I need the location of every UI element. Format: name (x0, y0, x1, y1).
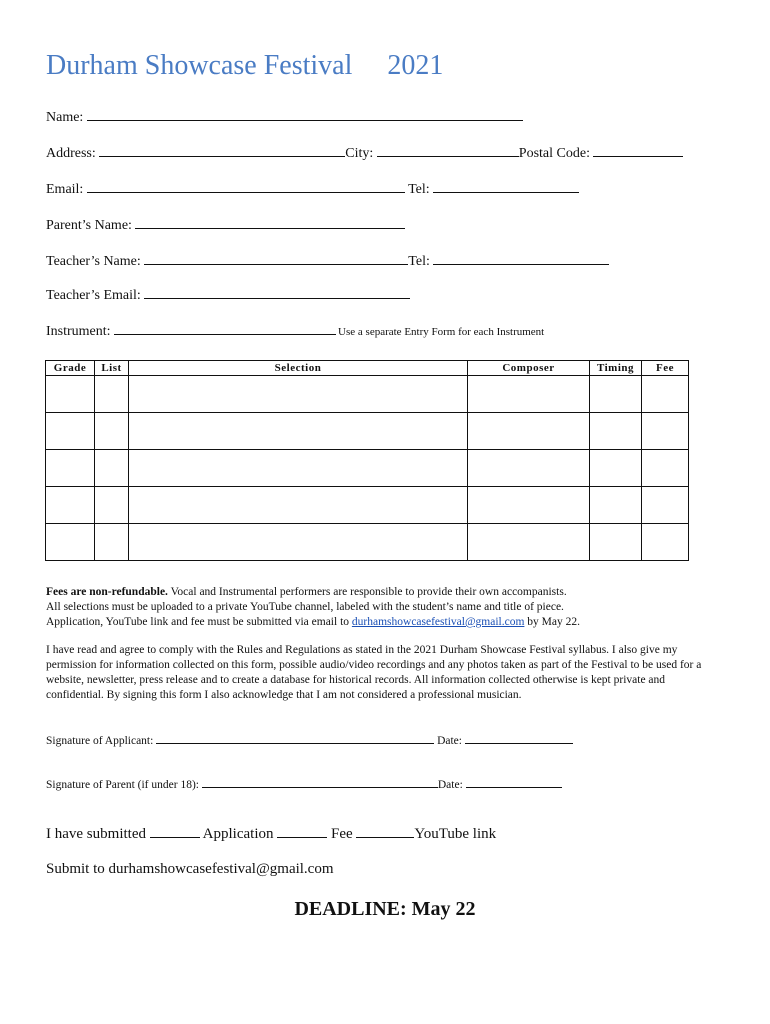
youtube-check-field[interactable] (356, 825, 414, 838)
fee-cell[interactable] (642, 487, 689, 524)
postal-code-field[interactable] (593, 144, 683, 157)
selections-table (45, 360, 689, 561)
tel-label: Tel: (408, 182, 430, 197)
application-check-field[interactable] (150, 825, 200, 838)
composer-cell[interactable] (468, 487, 590, 524)
grade-cell[interactable] (46, 413, 95, 450)
teacher-name-field[interactable] (144, 252, 408, 265)
selection-cell[interactable] (129, 413, 468, 450)
fee-cell[interactable] (642, 524, 689, 561)
teacher-email-field[interactable] (144, 286, 410, 299)
city-field[interactable] (377, 144, 519, 157)
list-cell[interactable] (95, 413, 129, 450)
instrument-row (46, 322, 544, 340)
email-label: Email: (46, 182, 84, 197)
teacher-email-row (46, 286, 410, 304)
fee-check-field[interactable] (277, 825, 327, 838)
composer-header: Composer (468, 361, 590, 376)
list-cell[interactable] (95, 524, 129, 561)
teacher-tel-label: Tel: (408, 254, 430, 269)
grade-cell[interactable] (46, 376, 95, 413)
name-field[interactable] (87, 108, 523, 121)
instrument-label: Instrument: (46, 324, 111, 339)
applicant-date-label: Date: (437, 735, 462, 747)
parent-signature-label: Signature of Parent (if under 18): (46, 779, 199, 791)
non-refundable-notice: Fees are non-refundable. (46, 586, 168, 598)
applicant-signature-field[interactable] (156, 733, 434, 744)
table-row (46, 487, 689, 524)
tel-field[interactable] (433, 180, 579, 193)
submitted-checklist (46, 825, 496, 843)
list-header: List (95, 361, 129, 376)
list-cell[interactable] (95, 376, 129, 413)
teacher-email-label: Teacher’s Email: (46, 288, 141, 303)
fee-header: Fee (642, 361, 689, 376)
parent-signature-field[interactable] (202, 777, 438, 788)
email-row (46, 180, 579, 198)
youtube-label: YouTube link (414, 826, 497, 842)
timing-cell[interactable] (590, 450, 642, 487)
form-title: Durham Showcase Festival 2021 (46, 50, 444, 81)
table-row (46, 450, 689, 487)
application-label: Application (202, 826, 274, 842)
grade-cell[interactable] (46, 524, 95, 561)
applicant-signature-row (46, 733, 573, 747)
teacher-name-row (46, 252, 609, 270)
table-body (46, 376, 689, 561)
agreement-paragraph: I have read and agree to comply with the Rules and Regulations as stated in the 2021 Durham Showcase Festival syllabus. I also give my permission for information collected on this form, possible audio/video recordings and any photos taken as part of the Festival to be used for a website, newsletter, press release and to create a database for historical records. All information collected otherwise is kept private and confidential. By signing this form I also acknowledge that I am not considered a professional musician. (46, 644, 702, 701)
notice-line-3-post: by May 22. (524, 616, 580, 628)
fee-cell[interactable] (642, 450, 689, 487)
instrument-field[interactable] (114, 322, 336, 335)
address-field[interactable] (99, 144, 345, 157)
table-header-row (46, 361, 689, 376)
selection-cell[interactable] (129, 450, 468, 487)
fee-cell[interactable] (642, 413, 689, 450)
instrument-note: Use a separate Entry Form for each Instrument (338, 326, 545, 338)
composer-cell[interactable] (468, 450, 590, 487)
parent-signature-row (46, 777, 562, 791)
list-cell[interactable] (95, 487, 129, 524)
applicant-signature-label: Signature of Applicant: (46, 735, 154, 747)
email-field[interactable] (87, 180, 405, 193)
notice-line-1: Vocal and Instrumental performers are responsible to provide their own accompanists. (167, 586, 567, 598)
timing-cell[interactable] (590, 376, 642, 413)
composer-cell[interactable] (468, 413, 590, 450)
notice-line-3-pre: Application, YouTube link and fee must be submitted via email to (46, 616, 352, 628)
teacher-name-label: Teacher’s Name: (46, 254, 141, 269)
composer-cell[interactable] (468, 524, 590, 561)
notice-paragraph (46, 585, 722, 630)
deadline: DEADLINE: May 22 (294, 898, 476, 920)
table-row (46, 524, 689, 561)
selection-header: Selection (129, 361, 468, 376)
parent-name-label: Parent’s Name: (46, 218, 132, 233)
address-label: Address: (46, 146, 96, 161)
grade-cell[interactable] (46, 487, 95, 524)
city-label: City: (345, 146, 374, 161)
selection-cell[interactable] (129, 487, 468, 524)
timing-cell[interactable] (590, 413, 642, 450)
list-cell[interactable] (95, 450, 129, 487)
address-row (46, 144, 683, 162)
submitted-prefix: I have submitted (46, 826, 146, 842)
composer-cell[interactable] (468, 376, 590, 413)
teacher-tel-field[interactable] (433, 252, 609, 265)
timing-cell[interactable] (590, 487, 642, 524)
parent-date-field[interactable] (466, 777, 562, 788)
selection-cell[interactable] (129, 524, 468, 561)
parent-name-field[interactable] (135, 216, 405, 229)
notice-line-2: All selections must be uploaded to a private YouTube channel, labeled with the student’s name and title of piece. (46, 601, 564, 613)
timing-header: Timing (590, 361, 642, 376)
table-row (46, 413, 689, 450)
name-label: Name: (46, 110, 84, 125)
postal-code-label: Postal Code: (518, 146, 590, 161)
timing-cell[interactable] (590, 524, 642, 561)
table-row (46, 376, 689, 413)
fee-cell[interactable] (642, 376, 689, 413)
applicant-date-field[interactable] (465, 733, 573, 744)
selection-cell[interactable] (129, 376, 468, 413)
email-link[interactable]: durhamshowcasefestival@gmail.com (351, 616, 525, 628)
fee-label: Fee (331, 826, 353, 842)
name-row (46, 108, 523, 126)
submit-to-line: Submit to durhamshowcasefestival@gmail.com (46, 861, 334, 877)
parent-date-label: Date: (437, 779, 463, 791)
grade-cell[interactable] (46, 450, 95, 487)
parent-name-row (46, 216, 405, 234)
grade-header: Grade (46, 361, 95, 376)
